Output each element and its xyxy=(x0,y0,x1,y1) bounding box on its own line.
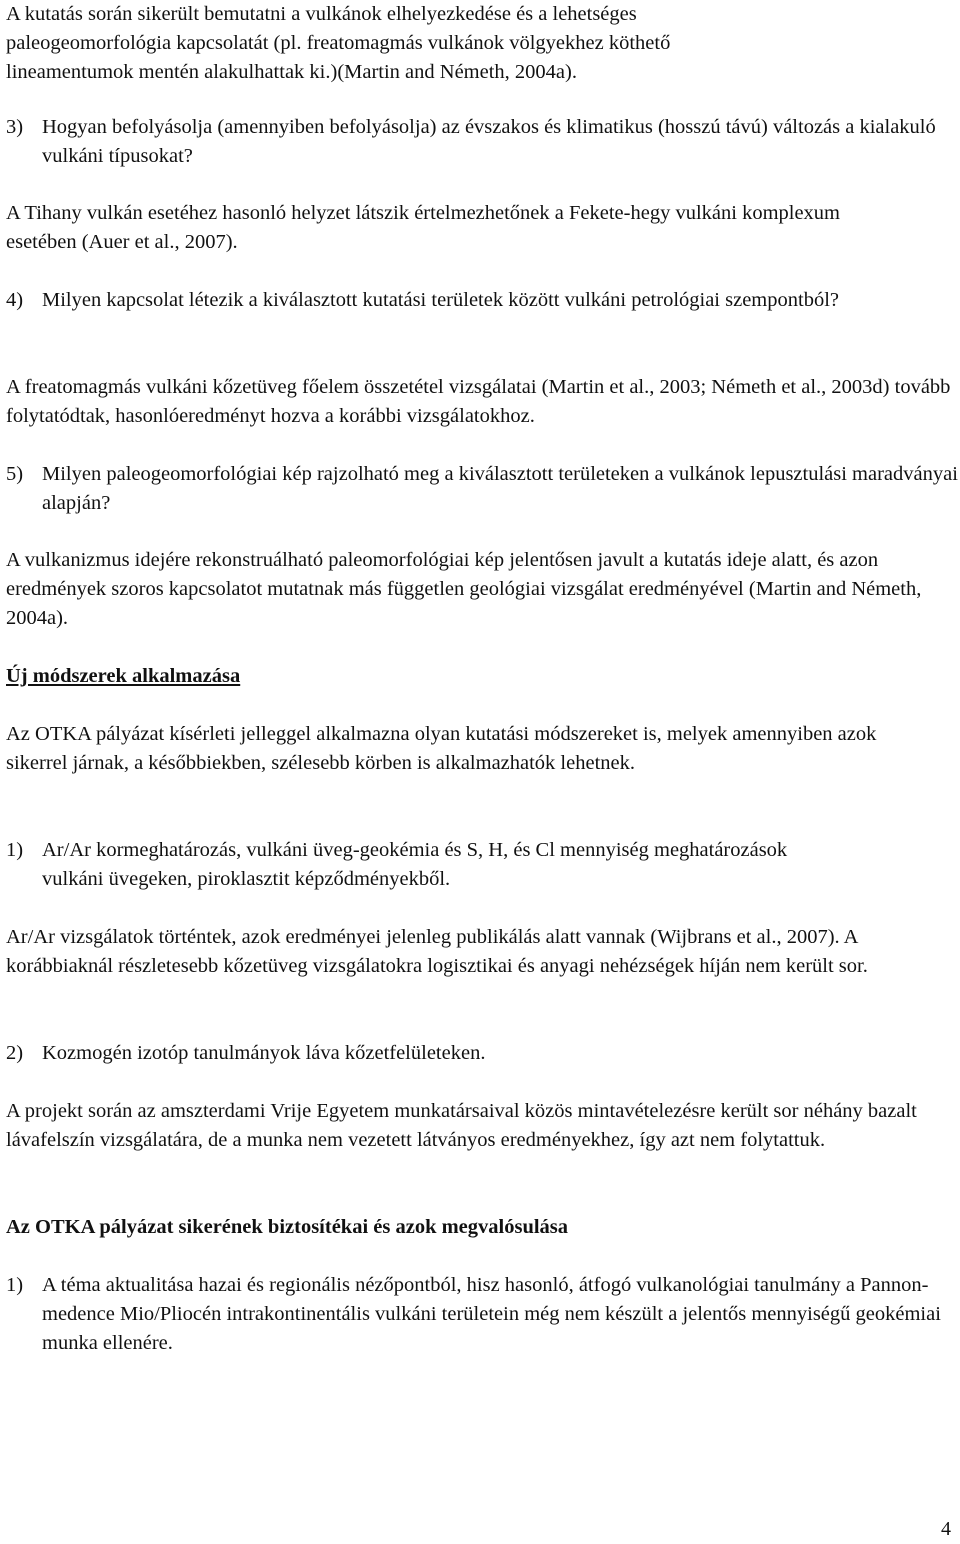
question-4-number: 4) xyxy=(6,289,24,311)
new-methods-item-1-number: 1) xyxy=(6,839,24,861)
question-3-number: 3) xyxy=(6,116,24,138)
answer-4: A freatomagmás vulkáni kőzetüveg főelem összetétel vizsgálatai (Martin et al., 2003; Németh et al., 2003d) tovább folytatódtak, hasonlóeredményt hozva a korábbi vizsgálatokhoz. xyxy=(6,376,951,427)
success-item-1 xyxy=(6,1271,954,1358)
intro-paragraph: A kutatás során sikerült bemutatni a vulkánok elhelyezkedése és a lehetséges paleogeomorfológia kapcsolatát (pl. freatomagmás vulkánok völgyekhez köthető lineamentumok mentén alakulhattak ki.)(Martin and Németh, 2004a). xyxy=(6,3,671,83)
new-methods-item-2-text: Kozmogén izotóp tanulmányok láva kőzetfelületeken. xyxy=(42,1042,486,1064)
success-item-1-text: A téma aktualitása hazai és regionális nézőpontból, hisz hasonló, átfogó vulkanológiai tanulmány a Pannon-medence Mio/Pliocén intrakontinentális vulkáni területein még nem készült a jelentős mennyiségű geokémiai munka ellenére. xyxy=(42,1274,941,1354)
new-methods-item-1-result: Ar/Ar vizsgálatok történtek, azok eredményei jelenleg publikálás alatt vannak (Wijbrans et al., 2007). A korábbiaknál részletesebb kőzetüveg vizsgálatokra logisztikai és anyagi nehézségek híján nem került sor. xyxy=(6,926,868,977)
question-4-text: Milyen kapcsolat létezik a kiválasztott kutatási területek között vulkáni petrológiai szempontból? xyxy=(42,289,839,311)
new-methods-item-1 xyxy=(6,836,802,894)
question-4 xyxy=(6,286,942,315)
success-heading: Az OTKA pályázat sikerének biztosítékai és azok megvalósulása xyxy=(6,1216,569,1238)
new-methods-item-2-number: 2) xyxy=(6,1042,24,1064)
success-item-1-number: 1) xyxy=(6,1274,24,1296)
new-methods-item-1-text: Ar/Ar kormeghatározás, vulkáni üveg-geokémia és S, H, és Cl mennyiség meghatározások vulkáni üvegeken, piroklasztit képződményekből. xyxy=(42,839,788,890)
new-methods-intro: Az OTKA pályázat kísérleti jelleggel alkalmazna olyan kutatási módszereket is, melyek amennyiben azok sikerrel járnak, a későbbiekben, szélesebb körben is alkalmazhatók lehetnek. xyxy=(6,723,877,774)
new-methods-heading: Új módszerek alkalmazása xyxy=(6,665,241,687)
new-methods-item-2-result: A projekt során az amszterdami Vrije Egyetem munkatársaival közös mintavételezésre került sor néhány bazalt lávafelszín vizsgálatára, de a munka nem vezetett látványos eredményekhez, így azt nem folytattuk. xyxy=(6,1100,917,1151)
page-number: 4 xyxy=(941,1518,951,1540)
answer-3: A Tihany vulkán esetéhez hasonló helyzet látszik értelmezhetőnek a Fekete-hegy vulkáni komplexum esetében (Auer et al., 2007). xyxy=(6,202,841,253)
question-5 xyxy=(6,460,960,518)
new-methods-item-2 xyxy=(6,1039,942,1068)
question-3-text: Hogyan befolyásolja (amennyiben befolyásolja) az évszakos és klimatikus (hosszú távú) változás a kialakuló vulkáni típusokat? xyxy=(42,116,936,167)
question-5-text: Milyen paleogeomorfológiai kép rajzolható meg a kiválasztott területeken a vulkánok lepusztulási maradványai alapján? xyxy=(42,463,958,514)
question-5-number: 5) xyxy=(6,463,24,485)
question-3 xyxy=(6,113,954,171)
answer-5: A vulkanizmus idejére rekonstruálható paleomorfológiai kép jelentősen javult a kutatás ideje alatt, és azon eredmények szoros kapcsolatot mutatnak más független geológiai vizsgálat eredményével (Martin and Németh, 2004a). xyxy=(6,549,922,629)
